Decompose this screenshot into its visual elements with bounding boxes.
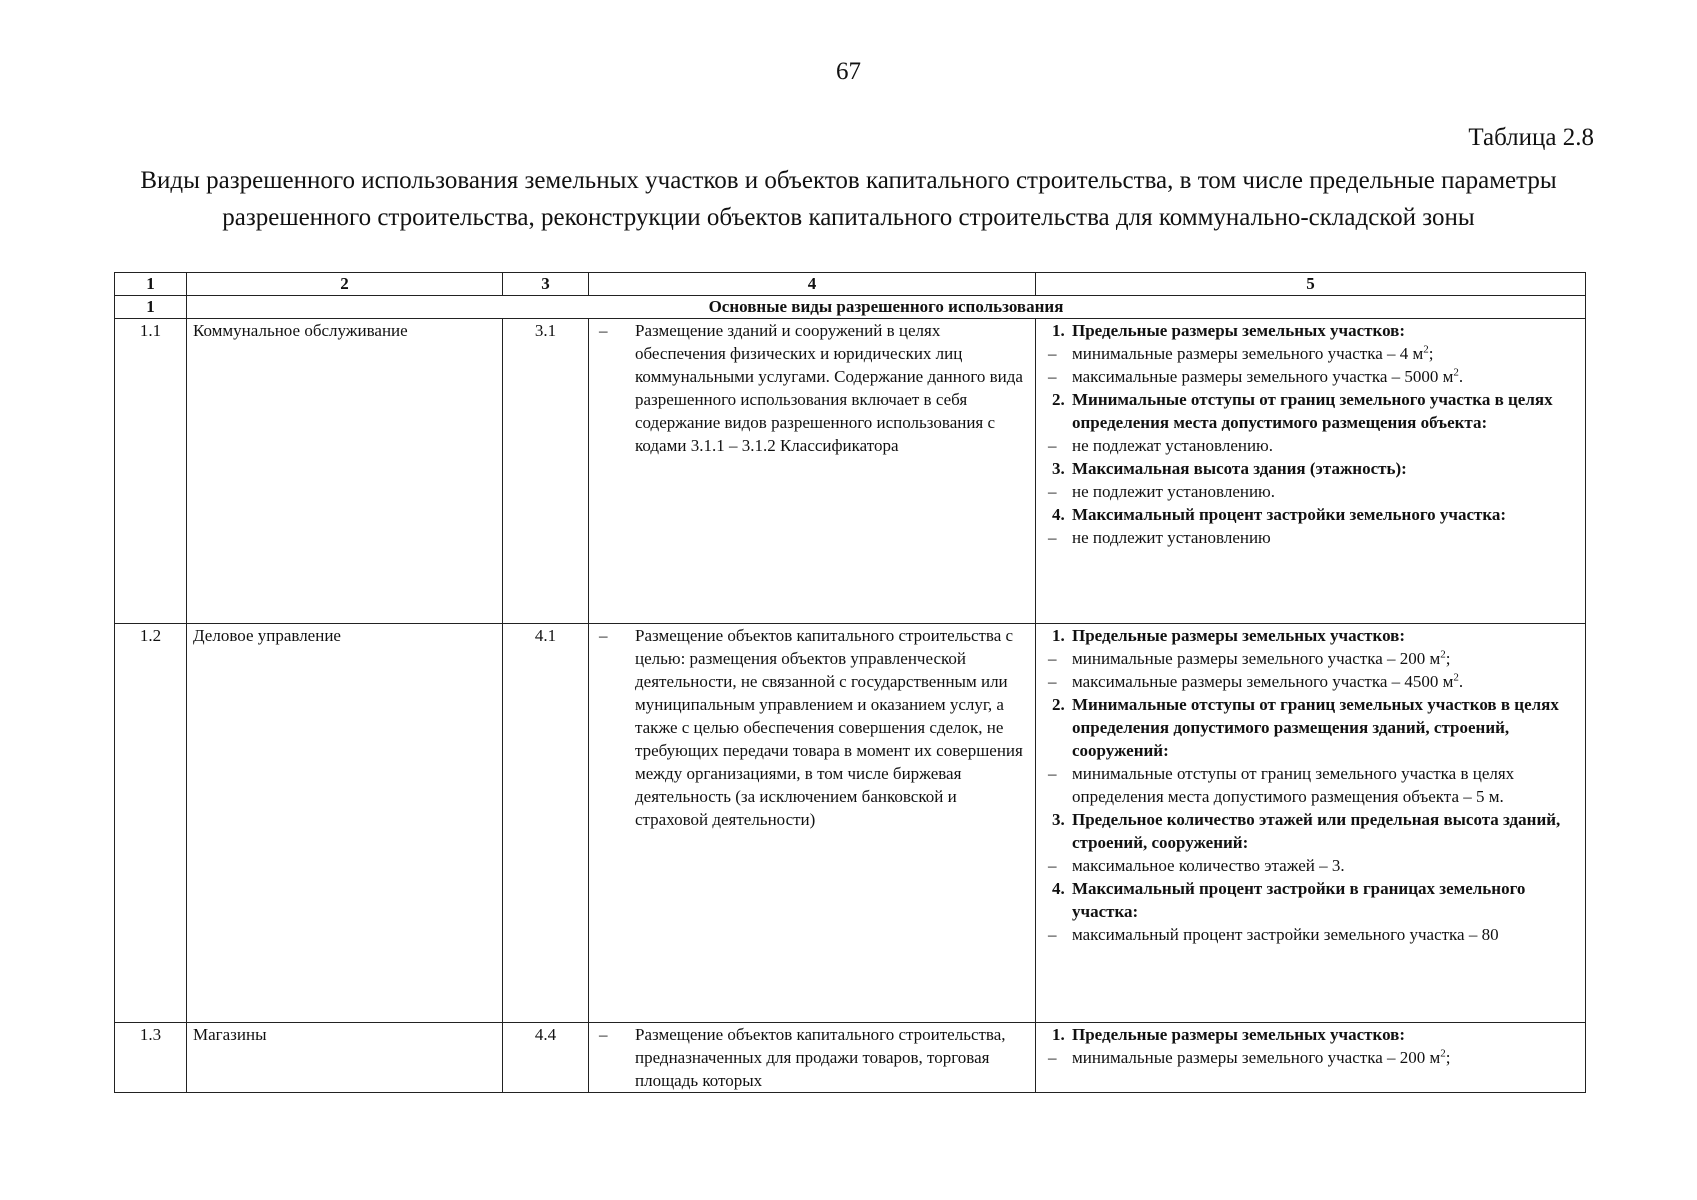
- description-cell: [589, 319, 1036, 624]
- use-code: 4.4: [503, 1023, 589, 1093]
- parameter-marker: 2.: [1052, 390, 1065, 409]
- superscript: 2: [1440, 1047, 1446, 1060]
- parameter-text-main: максимальные размеры земельного участка – 5000 м: [1072, 367, 1454, 386]
- parameter-heading: [1042, 503, 1579, 526]
- row-number: 1.3: [115, 1023, 187, 1093]
- parameter-text-main: минимальные размеры земельного участка – 4 м: [1072, 344, 1424, 363]
- parameter-text: [1072, 693, 1579, 762]
- bullet-dash: –: [599, 1025, 608, 1044]
- row-number: 1.1: [115, 319, 187, 624]
- parameter-text: [1072, 457, 1579, 480]
- parameter-marker: 3.: [1052, 459, 1065, 478]
- parameter-text: [1072, 365, 1579, 388]
- section-title: Основные виды разрешенного использования: [187, 296, 1586, 319]
- parameter-text: [1072, 480, 1579, 503]
- row-number: 1.2: [115, 624, 187, 1023]
- header-cell: 1: [115, 273, 187, 296]
- parameter-marker: 3.: [1052, 810, 1065, 829]
- parameter-text-main: минимальные размеры земельного участка – 200 м: [1072, 649, 1441, 668]
- parameter-text-main: минимальные размеры земельного участка – 200 м: [1072, 1048, 1441, 1067]
- use-name: Деловое управление: [187, 624, 503, 1023]
- parameter-text-main: максимальный процент застройки земельного участка – 80: [1072, 925, 1499, 944]
- description-text: Размещение объектов капитального строительства с целью: размещения объектов управленческой деятельности, не связанной с государственным или муниципальным управлением и оказанием услуг, а также с целью обеспечения совершения сделок, не требующих передачи товара в момент их совершения между организациями, в том числе биржевая деятельность (за исключением банковской и страховой деятельности): [635, 626, 1023, 829]
- parameter-text: [1072, 434, 1579, 457]
- parameters-cell: [1036, 319, 1586, 624]
- parameter-text-main: Максимальная высота здания (этажность):: [1072, 459, 1407, 478]
- parameter-text-main: Предельные размеры земельных участков:: [1072, 321, 1406, 340]
- description-text: Размещение объектов капитального строительства, предназначенных для продажи товаров, торговая площадь которых: [635, 1025, 1006, 1090]
- parameter-heading: [1042, 693, 1579, 762]
- parameter-item: [1042, 854, 1579, 877]
- parameter-text-main: не подлежит установлению: [1072, 528, 1271, 547]
- parameter-text-main: не подлежит установлению.: [1072, 482, 1276, 501]
- parameter-text-main: не подлежат установлению.: [1072, 436, 1274, 455]
- parameter-item: [1042, 670, 1579, 693]
- parameter-marker: –: [1048, 482, 1057, 501]
- parameter-heading: [1042, 319, 1579, 342]
- parameter-marker: –: [1048, 925, 1057, 944]
- description: [595, 624, 1029, 831]
- parameter-marker: 2.: [1052, 695, 1065, 714]
- parameter-text: [1072, 1046, 1579, 1069]
- use-name: Коммунальное обслуживание: [187, 319, 503, 624]
- parameter-marker: –: [1048, 856, 1057, 875]
- use-code: 3.1: [503, 319, 589, 624]
- parameter-marker: –: [1048, 367, 1057, 386]
- parameter-marker: –: [1048, 672, 1057, 691]
- parameter-marker: –: [1048, 344, 1057, 363]
- parameter-item: [1042, 526, 1579, 549]
- parameter-marker: –: [1048, 528, 1057, 547]
- table-row: [115, 1023, 1586, 1093]
- use-name: Магазины: [187, 1023, 503, 1093]
- parameter-text: [1072, 762, 1579, 808]
- parameter-text-end: .: [1458, 672, 1464, 691]
- parameter-marker: 4.: [1052, 879, 1065, 898]
- parameter-text: [1072, 526, 1579, 549]
- parameter-text-main: Минимальные отступы от границ земельных участков в целях определения допустимого размещения зданий, строений, сооружений:: [1072, 695, 1559, 760]
- parameter-text-main: Минимальные отступы от границ земельного участка в целях определения места допустимого размещения объекта:: [1072, 390, 1553, 432]
- parameter-text: [1072, 388, 1579, 434]
- parameter-text-main: Максимальный процент застройки земельного участка:: [1072, 505, 1507, 524]
- parameter-heading: [1042, 388, 1579, 434]
- description: [595, 319, 1029, 457]
- parameter-text: [1072, 342, 1579, 365]
- parameter-text-main: Предельное количество этажей или предельная высота зданий, строений, сооружений:: [1072, 810, 1561, 852]
- parameter-marker: 4.: [1052, 505, 1065, 524]
- parameter-item: [1042, 365, 1579, 388]
- parameter-item: [1042, 342, 1579, 365]
- parameter-marker: –: [1048, 649, 1057, 668]
- zoning-table: [114, 272, 1586, 1093]
- parameter-text-main: Предельные размеры земельных участков:: [1072, 626, 1406, 645]
- parameter-marker: –: [1048, 1048, 1057, 1067]
- description-cell: [589, 624, 1036, 1023]
- parameter-marker: 1.: [1052, 1025, 1065, 1044]
- use-code: 4.1: [503, 624, 589, 1023]
- header-cell: 2: [187, 273, 503, 296]
- header-cell: 3: [503, 273, 589, 296]
- parameter-text: [1072, 624, 1579, 647]
- parameter-item: [1042, 647, 1579, 670]
- description-text: Размещение зданий и сооружений в целях обеспечения физических и юридических лиц коммунальными услугами. Содержание данного вида разрешенного использования включает в себя содержание видов разрешенного использования с кодами 3.1.1 – 3.1.2 Классификатора: [635, 321, 1023, 455]
- bullet-dash: –: [599, 626, 608, 645]
- table-label: Таблица 2.8: [1468, 124, 1594, 151]
- page-number: 67: [836, 58, 861, 85]
- parameter-item: [1042, 434, 1579, 457]
- parameter-marker: 1.: [1052, 321, 1065, 340]
- parameters-cell: [1036, 1023, 1586, 1093]
- parameter-text: [1072, 923, 1579, 946]
- header-cell: 5: [1036, 273, 1586, 296]
- superscript: 2: [1423, 343, 1429, 356]
- bullet-dash: –: [599, 321, 608, 340]
- description: [595, 1023, 1029, 1092]
- parameter-text: [1072, 647, 1579, 670]
- parameter-marker: 1.: [1052, 626, 1065, 645]
- parameter-heading: [1042, 1023, 1579, 1046]
- parameter-text-main: минимальные отступы от границ земельного участка в целях определения места допустимого размещения объекта – 5 м.: [1072, 764, 1515, 806]
- parameter-item: [1042, 762, 1579, 808]
- parameter-text: [1072, 854, 1579, 877]
- table-title: Виды разрешенного использования земельных участков и объектов капитального строительства, в том числе предельные параметры разрешенного строительства, реконструкции объектов капитального строительства для коммунально-складской зоны: [140, 167, 1557, 231]
- parameter-text: [1072, 670, 1579, 693]
- parameter-marker: –: [1048, 764, 1057, 783]
- parameter-heading: [1042, 808, 1579, 854]
- parameter-text-main: Максимальный процент застройки в границах земельного участка:: [1072, 879, 1526, 921]
- parameter-text-main: Предельные размеры земельных участков:: [1072, 1025, 1406, 1044]
- superscript: 2: [1440, 648, 1446, 661]
- parameter-marker: –: [1048, 436, 1057, 455]
- parameter-text-end: .: [1458, 367, 1464, 386]
- parameter-text-main: максимальное количество этажей – 3.: [1072, 856, 1345, 875]
- parameter-heading: [1042, 457, 1579, 480]
- section-row: [115, 296, 1586, 319]
- parameter-text: [1072, 808, 1579, 854]
- parameter-text-end: ;: [1445, 649, 1451, 668]
- parameter-text: [1072, 503, 1579, 526]
- table-row: [115, 319, 1586, 624]
- parameter-text-main: максимальные размеры земельного участка – 4500 м: [1072, 672, 1454, 691]
- table-header-row: [115, 273, 1586, 296]
- parameter-text-end: ;: [1428, 344, 1434, 363]
- parameter-text: [1072, 1023, 1579, 1046]
- parameter-text: [1072, 877, 1579, 923]
- superscript: 2: [1453, 671, 1459, 684]
- section-number: 1: [115, 296, 187, 319]
- parameter-text: [1072, 319, 1579, 342]
- header-cell: 4: [589, 273, 1036, 296]
- parameter-item: [1042, 923, 1579, 946]
- parameter-item: [1042, 1046, 1579, 1069]
- parameter-item: [1042, 480, 1579, 503]
- parameter-text-end: ;: [1445, 1048, 1451, 1067]
- parameters-cell: [1036, 624, 1586, 1023]
- table-row: [115, 624, 1586, 1023]
- parameter-heading: [1042, 624, 1579, 647]
- superscript: 2: [1453, 366, 1459, 379]
- parameter-heading: [1042, 877, 1579, 923]
- description-cell: [589, 1023, 1036, 1093]
